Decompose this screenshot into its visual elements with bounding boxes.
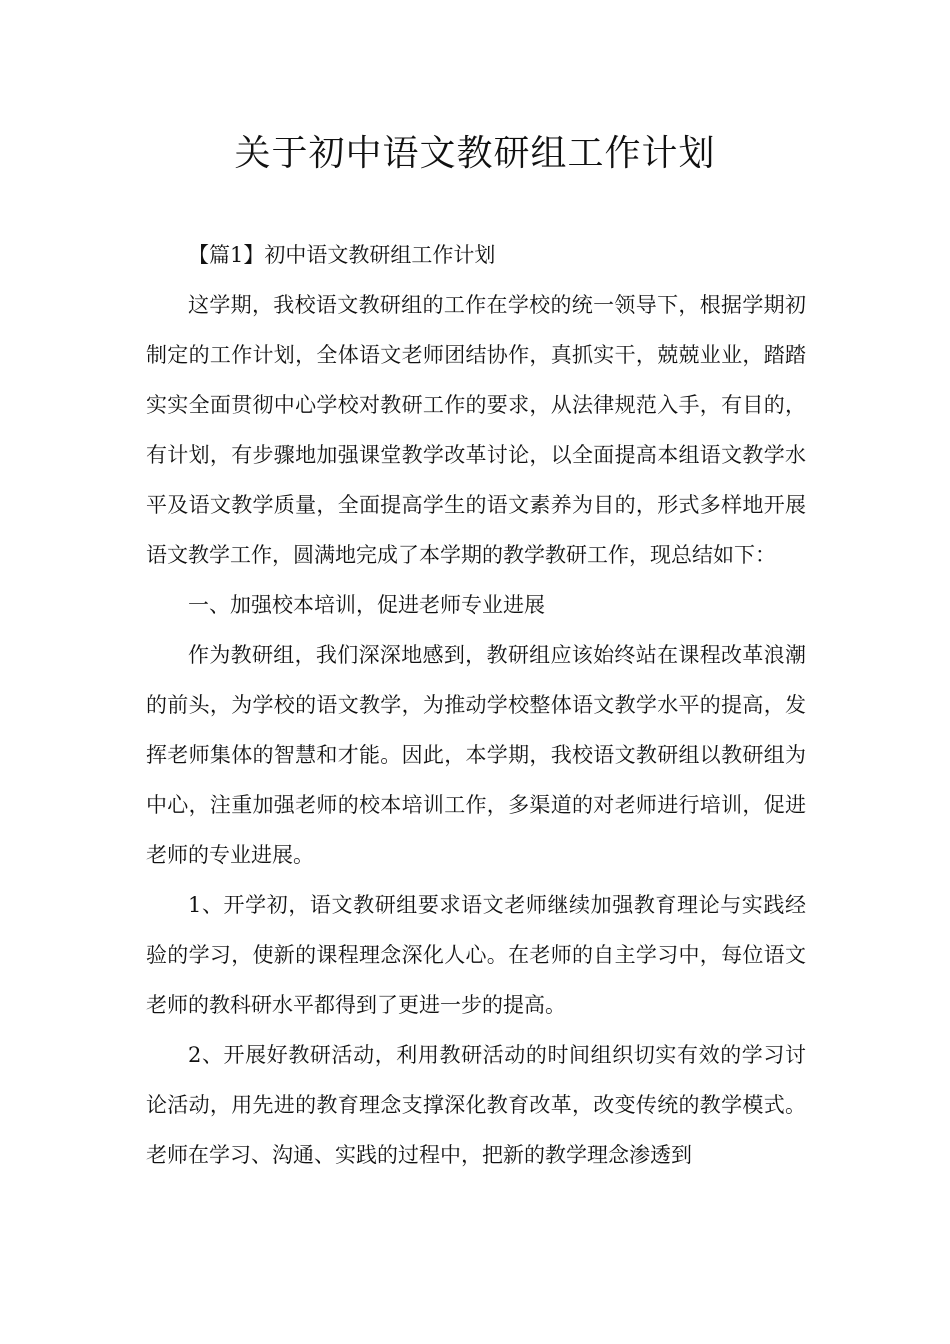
section-paragraph-3: 2、开展好教研活动，利用教研活动的时间组织切实有效的学习讨论活动，用先进的教育理念支撑深化教育改革，改变传统的教学模式。老师在学习、沟通、实践的过程中，把新的教学理念渗透到 [146, 1043, 806, 1167]
section-heading: 一、加强校本培训，促进老师专业进展 [188, 593, 545, 617]
document-title: 关于初中语文教研组工作计划 [234, 133, 716, 174]
intro-paragraph: 这学期，我校语文教研组的工作在学校的统一领导下，根据学期初制定的工作计划，全体语文老师团结协作，真抓实干，兢兢业业，踏踏实实全面贯彻中心学校对教研工作的要求，从法律规范入手，有目的，有计划，有步骤地加强课堂教学改革讨论，以全面提高本组语文教学水平及语文教学质量，全面提高学生的语文素养为目的，形式多样地开展语文教学工作，圆满地完成了本学期的教学教研工作，现总结如下： [146, 293, 806, 567]
section-paragraph-1: 作为教研组，我们深深地感到，教研组应该始终站在课程改革浪潮的前头，为学校的语文教学，为推动学校整体语文教学水平的提高，发挥老师集体的智慧和才能。因此，本学期，我校语文教研组以教研组为中心，注重加强老师的校本培训工作，多渠道的对老师进行培训，促进老师的专业进展。 [146, 643, 806, 867]
document-subtitle: 【篇1】初中语文教研组工作计划 [188, 243, 496, 267]
document-body [146, 230, 806, 1180]
section-paragraph-2: 1、开学初，语文教研组要求语文老师继续加强教育理论与实践经验的学习，使新的课程理念深化人心。在老师的自主学习中，每位语文老师的教科研水平都得到了更进一步的提高。 [146, 893, 806, 1017]
